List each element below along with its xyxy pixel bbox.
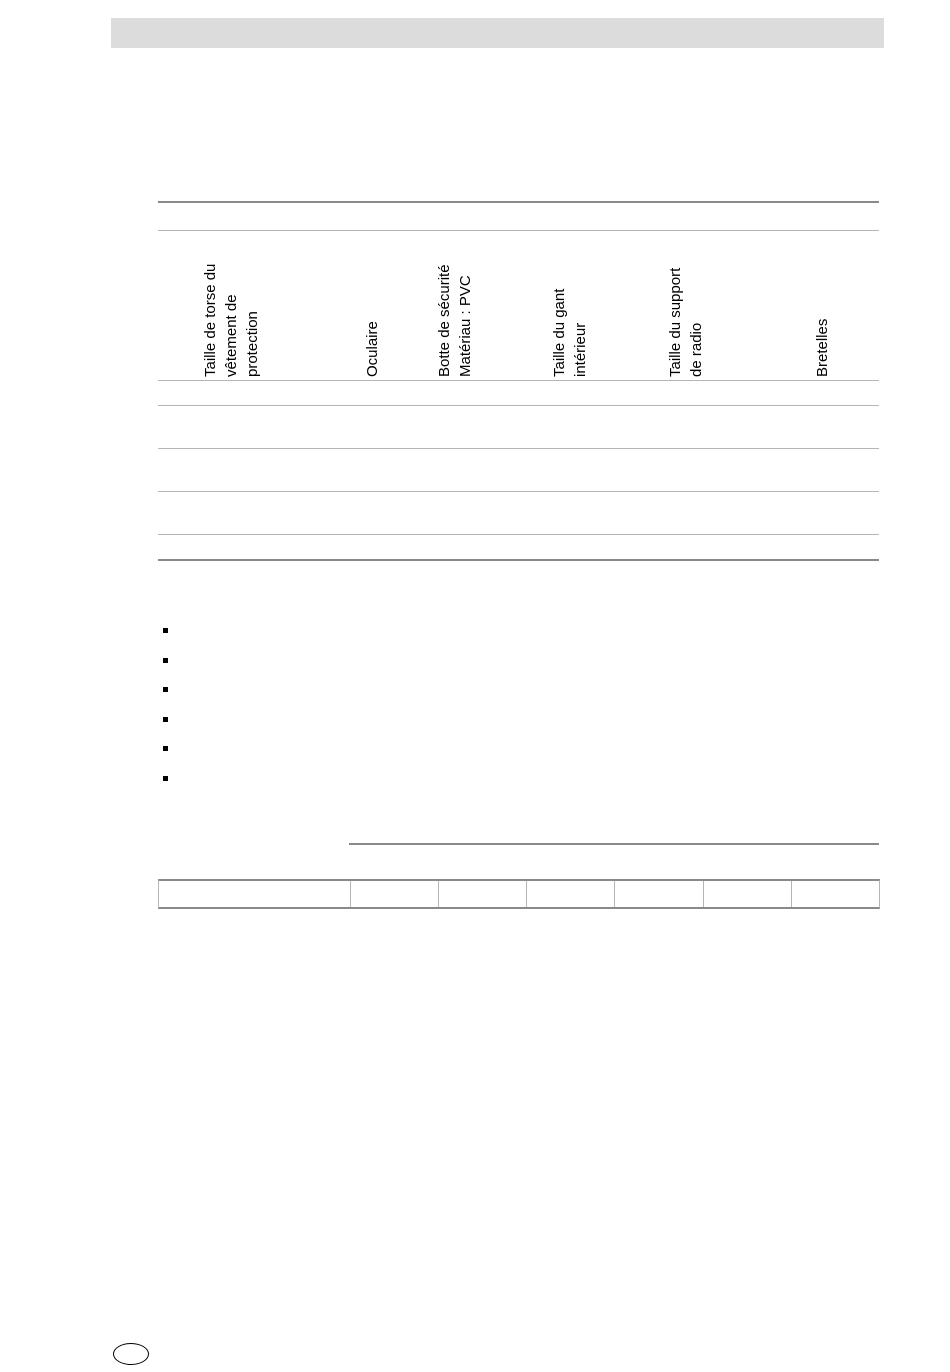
column-header-radio-holder bbox=[667, 232, 749, 377]
language-badge bbox=[113, 1343, 149, 1365]
table-rule bbox=[158, 230, 879, 231]
header-line: Oculaire bbox=[364, 321, 381, 377]
size-table-cell bbox=[526, 881, 614, 907]
header-line: Taille du gant bbox=[551, 288, 568, 377]
header-line: de radio bbox=[688, 322, 705, 377]
size-table-cell bbox=[791, 881, 879, 907]
table-bottom-rule bbox=[158, 559, 879, 561]
header-line: Matériau : PVC bbox=[457, 275, 474, 377]
table-row-rule bbox=[158, 380, 879, 381]
header-line: Taille du support bbox=[667, 267, 684, 377]
table-row-rule bbox=[158, 491, 879, 492]
size-table-cell bbox=[438, 881, 526, 907]
column-header-straps bbox=[815, 232, 855, 377]
size-table-top-rule bbox=[349, 843, 879, 845]
column-header-inner-glove bbox=[551, 232, 633, 377]
header-line: protection bbox=[244, 311, 261, 377]
list-item bbox=[160, 683, 760, 713]
list-item bbox=[160, 742, 760, 772]
list-item bbox=[160, 772, 760, 802]
column-header-safety-boot bbox=[436, 232, 518, 377]
size-table-cell bbox=[614, 881, 702, 907]
size-table-label-cell bbox=[159, 881, 350, 907]
bullet-list bbox=[160, 624, 760, 802]
size-table bbox=[158, 879, 880, 909]
bullet-icon bbox=[163, 776, 168, 781]
list-item bbox=[160, 713, 760, 743]
list-item bbox=[160, 624, 760, 654]
list-item bbox=[160, 654, 760, 684]
bullet-icon bbox=[163, 658, 168, 663]
table-row-rule bbox=[158, 448, 879, 449]
table-row-rule bbox=[158, 405, 879, 406]
column-header-torso-size bbox=[202, 232, 325, 377]
table-top-rule bbox=[158, 201, 879, 203]
header-line: Taille de torse du bbox=[202, 263, 219, 377]
bullet-icon bbox=[163, 687, 168, 692]
header-line: vêtement de bbox=[223, 294, 240, 377]
bullet-icon bbox=[163, 717, 168, 722]
column-header-eyepiece bbox=[365, 232, 405, 377]
header-line: Bretelles bbox=[814, 318, 831, 377]
header-line: intérieur bbox=[572, 322, 589, 377]
size-table-cell bbox=[350, 881, 438, 907]
size-table-cell bbox=[703, 881, 791, 907]
page-header-bar bbox=[111, 18, 884, 48]
header-line: Botte de sécurité bbox=[436, 264, 453, 377]
table-row-rule bbox=[158, 534, 879, 535]
bullet-icon bbox=[163, 628, 168, 633]
bullet-icon bbox=[163, 746, 168, 751]
